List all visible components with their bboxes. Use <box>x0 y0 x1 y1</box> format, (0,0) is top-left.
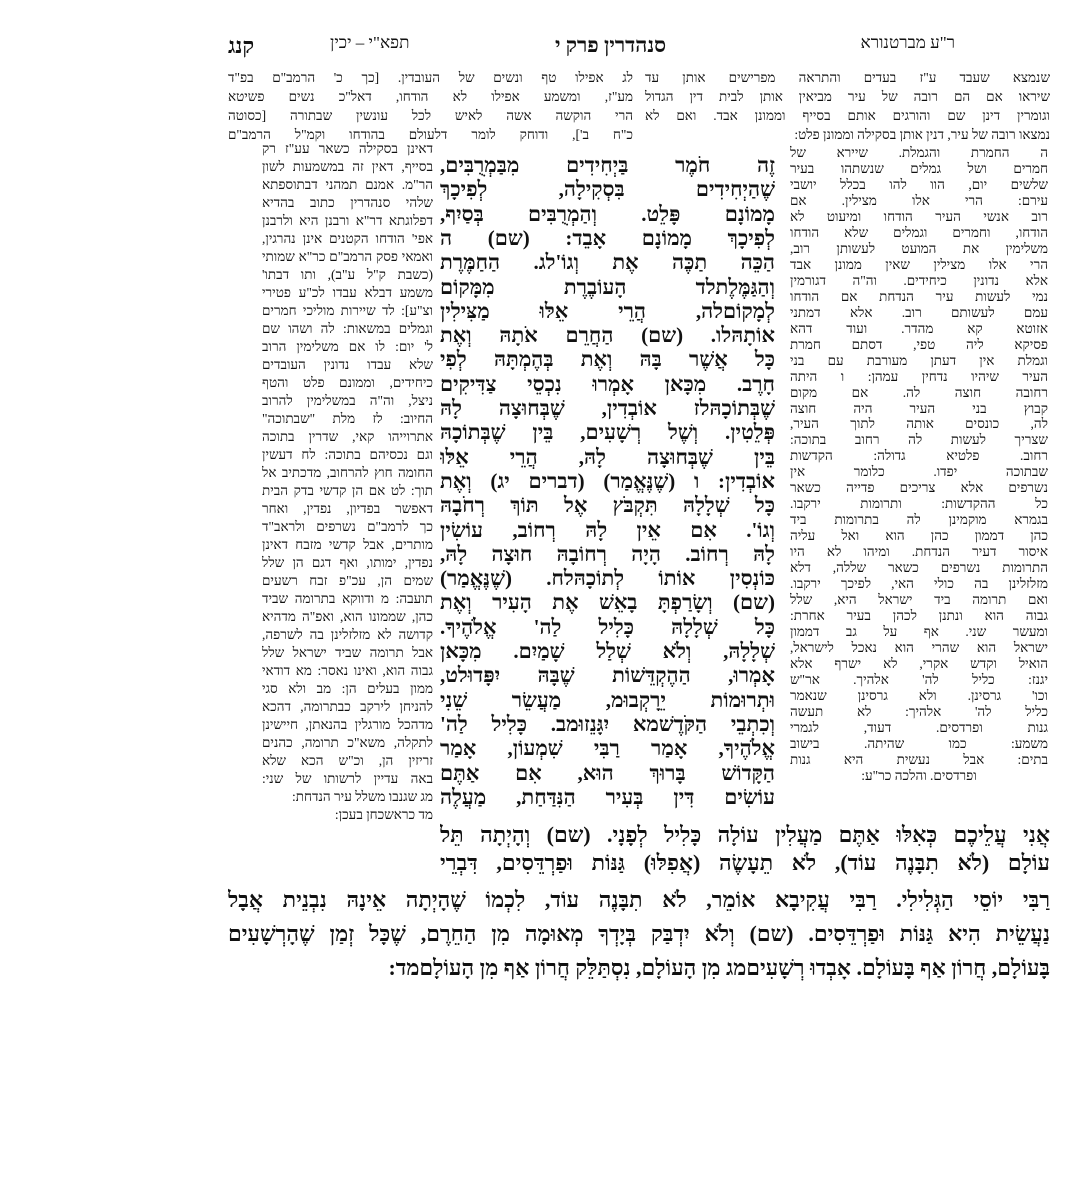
tiferet-line: זריזין הן, וכ"ש הכא שלא <box>262 753 433 768</box>
mishnah-line: וְגוֹ'. אִם אֵין לָהּ רְחוֹב, עוֹשִׂין <box>440 517 775 542</box>
mishnah-line: הַכֵּה תַכֶּה אֶת וְגוֹ'לג. הַחַמֶּרֶת <box>440 250 775 275</box>
bartenura-line: כליל לה' אלהיך: לא תעשה <box>790 703 1048 719</box>
bartenura-line: נמי לעשות עיר הנדחת אם הודחו <box>790 288 1048 304</box>
tiferet-line: מדהכל מורגלין בהנאתן, חיישינן <box>262 717 433 732</box>
bartenura-line: הרי אלו מצילין שאין ממונן אבד <box>790 256 1048 272</box>
bartenura-line: אלא נדונין כיחידים. וה"ה דגורמין <box>790 272 1048 288</box>
mishnah-line: שֶׁהַיְחִידִים בִּסְקִילָה, לְפִיכָךְ <box>440 177 775 202</box>
tiferet-line: משמע דבלא עבדו לכ"ע פטירי <box>262 285 433 300</box>
tiferet-line: החומה חוץ להרחוב, מדכתיב אל <box>262 465 433 480</box>
tiferet-line: בסייף, דאין זה במשמעות לשון <box>262 159 433 174</box>
tiferet-line: מד כראשכחן בעכן: <box>334 807 433 822</box>
bartenura-line: רחוב. פלטיא גדולה: הקדשות <box>790 448 1048 464</box>
tiferet-line: דאפשר בפדיון, נפדין, ואחר <box>262 501 433 516</box>
bartenura-line: ופרדסים. והלכה כר"ע: <box>861 767 977 783</box>
tiferet-line: תועבה: מ ודווקא בתרומה שביד <box>262 591 433 606</box>
tiferet-line: אפי' הודחו הקטנים אינן נהרגין, <box>262 231 433 246</box>
mishnah-line: מָמוֹנָם פָּלֵט. וְהַמְרֻבִּים בְּסַיִף, <box>440 201 775 226</box>
tiferet-line: וגם נכסיהם בתוכה: לח דעשין <box>262 447 433 462</box>
mishnah-line: וּתְרוּמוֹת יֵרָקְבוּמ, מַעֲשֵׂר שֵׁנִי <box>440 687 775 712</box>
tiferet-line: מע"ז, ומשמע אפילו לא הודחו, דאל"כ נשים פשיטא <box>228 89 633 104</box>
tiferet-line: ל' יום: לו אם משלימין הרוב <box>262 339 433 354</box>
bartenura-line: שצריך לעשות לה רחוב בתוכה: <box>790 432 1048 448</box>
tractate-chapter-title: סנהדרין פרק י <box>555 33 667 57</box>
bartenura-line: שלשים יום, הוו להו בכלל יושבי <box>790 176 1048 192</box>
tiferet-line: מותרים, אבל קדשי מזבח דאינן <box>262 537 433 552</box>
mishnah-line: וְהַגַּמֶּלֶתלד הָעוֹבֶרֶת מִמָּקוֹם <box>440 274 775 299</box>
bartenura-line: גנות ופרדסים. דעוד, לגמרי <box>790 719 1048 735</box>
bartenura-line: נשרפים אלא צריכים פדייה כשאר <box>790 480 1048 496</box>
mishnah-line: זֶה חֹמֶר בַּיְחִידִים מִבַּמְרֻבִּים, <box>440 153 775 177</box>
mishnah-line: (שם) וְשָׂרַפְתָּ בָאֵשׁ אֶת הָעִיר וְאֶת <box>440 590 775 615</box>
tiferet-line: וצ"ע]: לד שיירות מוליכי חמרים <box>262 303 433 318</box>
mishnah-line: הַקָּדוֹשׁ בָּרוּךְ הוּא, אִם אַתֶּם <box>440 760 775 785</box>
tiferet-line: לתקלה, משא"כ תרומה, כהנים <box>262 735 433 750</box>
tiferet-line: מג שגנבו משלל עיר הנדחת: <box>292 789 433 804</box>
mishnah-line: לְפִיכָךְ מָמוֹנָם אָבֵד: (שם) ה <box>440 225 775 250</box>
bartenura-line: רחובה חוצה לה. אם מקום <box>790 384 1048 400</box>
tiferet-line: שלהי סנהדרין כתוב בהדיא <box>262 195 433 210</box>
mishnah-line: נַעֲשֵׂית הִיא גַּנּוֹת וּפַרְדֵּסִים. (שם) וְלֹא יִדְבַּק בְּיָדְךָ מְאוּמָה מִן הַחֵרֶם, שֶׁכָּל זְמַן שֶׁהָרְשָׁעִים <box>228 921 1050 946</box>
tiferet-line: אתרוייהו קאי, שדרין בתוכה <box>262 429 433 444</box>
page-number: קנג <box>228 33 255 58</box>
bartenura-line: נמצאו רובה של עיר, דנין אותן בסקילה וממונן פלט: <box>794 127 1050 142</box>
tiferet-line: כהן, שממונו הוא, ואפ"ה מדהיא <box>262 609 433 624</box>
bartenura-line: איסור דעיר הנדחת. ומיהו לא היו <box>790 544 1048 560</box>
mishnah-line: אֱלֹהֶיךָ, אָמַר רַבִּי שִׁמְעוֹן, אָמַר <box>440 736 775 761</box>
mishnah-line: כָּל שְׁלָלָהּ כָּלִיל לַה' אֱלֹהֶיךָ. <box>440 614 775 639</box>
tiferet-line: (כשבת ק"ל ע"ב), ותו דבתו' <box>262 267 433 282</box>
mishnah-line: כּוֹנְסִין אוֹתוֹ לְתוֹכָהּלח. (שֶׁנֶּאֱמַר) <box>440 566 775 591</box>
tiferet-line: ניצל, וה"ה במשלימין להרוב <box>262 393 433 408</box>
mishnah-line: אוֹבְדִין: ו (שֶׁנֶּאֱמַר) (דברים יג) וְאֶת <box>440 468 775 493</box>
bartenura-line: עירם: הרי אלו מצילין. אם <box>790 192 1048 208</box>
mishnah-line: לָהּ רְחוֹב. הָיָה רְחוֹבָהּ חוּצָה לָהּ, <box>440 541 775 566</box>
tiferet-line: הרי הוקשה אשה לאיש לכל עונשין שבתורה [כסוטה <box>228 108 633 123</box>
bartenura-line: בתים: אבל נעשית היא גנות <box>790 751 1048 767</box>
mishnah-line: לְמָקוֹםלה, הֲרֵי אֵלּוּ מַצִּילִין <box>440 298 775 323</box>
mishnah-line: אֲנִי עֲלֵיכֶם כְּאִלּוּ אַתֶּם מַעֲלִין עוֹלָה כָּלִיל לְפָנָי. (שם) וְהָיְתָה תֵּל <box>440 822 1050 847</box>
bartenura-line: וגמלת אין דעתן מעורבת עם בני <box>790 352 1048 368</box>
bartenura-line: התרומות נשרפים כשאר שללה, דלא <box>790 560 1048 576</box>
tiferet-line: באה עדיין לרשותו של שני: <box>262 771 433 786</box>
bartenura-line: פסיקא ליה טפי, דסתם חמרת <box>790 336 1048 352</box>
tiferet-line: תוך: לט אם הן קדשי בדק הבית <box>262 483 433 498</box>
bartenura-line: בגמרא מוקמינן לה בתרומות ביד <box>790 512 1048 528</box>
bartenura-line: ישראל הוא שהרי הוא נאכל לישראל, <box>790 640 1048 656</box>
bartenura-line: שבתוכה יפדו. כלומר אין <box>790 464 1048 480</box>
bartenura-line: גבוה הוא ונתנן לכהן בעיר אחרת: <box>790 608 1048 624</box>
bartenura-line: ה החמרת והגמלת. שיירא של <box>790 145 1048 160</box>
bartenura-line: אזוטא קא מהדר. ועוד דהא <box>790 320 1048 336</box>
mishnah-line: עוֹשִׂים דִּין בְּעִיר הַנִּדַּחַת, מַעֲלֶה <box>440 784 775 809</box>
bartenura-line: שנמצא שעבד ע"ז בעדים והתראה מפרישים אותן עד <box>645 70 1050 85</box>
tiferet-line: להניחן לירקב כבתרומה, דהכא <box>262 699 433 714</box>
mishnah-line: בָּעוֹלָם, חֲרוֹן אַף בָּעוֹלָם. אָבְדוּ רְשָׁעִיםמג מִן הָעוֹלָם, נִסְתַּלֵּק חֲרוֹן אַף מִן הָעוֹלָםמד: <box>388 955 1050 980</box>
mishnah-line: כָּל אֲשֶׁר בָּהּ וְאֶת בְּהֶמְתָּהּ לְפִי <box>440 347 775 372</box>
mishnah-line: עוֹלָם (לֹא תִבָּנֶה עוֹד), לֹא תֵעָשֶׂה (אֲפִלּוּ) גַּנּוֹת וּפַרְדֵּסִים, דִּבְרֵי <box>440 850 1050 875</box>
commentary-title-bartenura: ר"ע מברטנורא <box>860 33 955 52</box>
bartenura-line: ואם תרומה ביד ישראל היא, שלל <box>790 592 1048 608</box>
tiferet-line: כיחידים, וממונם פלט והטף <box>262 375 433 390</box>
bartenura-line: לה, כונסים אותה לתוך העיר, <box>790 416 1048 432</box>
tiferet-line: נפדין, ימותו, ואף דגם הן שלל <box>262 555 433 570</box>
tiferet-line: כך לרמב"ם נשרפים ולראב"ד <box>262 519 433 534</box>
mishnah-line: שְׁלָלָהּ, וְלֹא שְׁלַל שָׁמַיִם. מִכָּאן <box>440 639 775 663</box>
tiferet-line: החיוב: לז מלת "שבתוכה" <box>262 411 433 426</box>
tiferet-line: כ"ח ב'], ודוחק לומר דלעולם בהודחו וקמ"ל הרמב"ם <box>228 127 633 142</box>
bartenura-line: העיר שיהיו נדחין עמהן: ו היתה <box>790 368 1048 384</box>
mishnah-line: וְכִתְבֵי הַקֹּדֶשׁמא יִגָּנֵזוּמב. כָּלִיל לַה' <box>440 711 775 736</box>
mishnah-line: חָרֶב. מִכָּאן אָמְרוּ נִכְסֵי צַדִּיקִים <box>440 371 775 396</box>
tiferet-line: לג אפילו טף ונשים של העובדין. [כך כ' הרמב"ם בפ"ד <box>228 70 633 85</box>
tiferet-line: קדושה לא מזלזלינן בה לשרפה, <box>262 627 433 642</box>
bartenura-line: משמע: כמו שהיתה. בישוב <box>790 735 1048 751</box>
tiferet-line: אבל תרומה שביד ישראל שלל <box>262 645 433 660</box>
mishnah-line: אָמְרוּ, הַהֶקְדֵּשׁוֹת שֶׁבָּהּ יִפָּדוּלט, <box>440 663 775 688</box>
bartenura-line: משלימין את המועט לעשותן רוב, <box>790 240 1048 256</box>
bartenura-line: עמם לעשותם רוב. אלא דמתני <box>790 304 1048 320</box>
tiferet-line: וגמלים במשאות: לה ושהו שם <box>262 321 433 336</box>
mishnah-line: שֶׁבְּתוֹכָהּלז אוֹבְדִין, שֶׁבְּחוּצָה לָהּ <box>440 396 775 420</box>
bartenura-line: רוב אנשי העיר הודחו ומיעוט לא <box>790 208 1048 224</box>
tiferet-line: הר"מ. אמנם תמהני דבתוספתא <box>262 177 433 192</box>
bartenura-line: וכו' גרסינן. ולא גרסינן שנאמר <box>790 687 1048 703</box>
bartenura-line: חמרים ושל גמלים שנשתהו בעיר <box>790 160 1048 176</box>
tiferet-line: גבוה הוא, ואינו נאסר: מא דודאי <box>262 663 433 678</box>
mishnah-line: אוֹתָהּלו. (שם) הַחֲרֵם אֹתָהּ וְאֶת <box>440 323 775 348</box>
mishnah-line: פְּלֵטִין. וְשֶׁל רְשָׁעִים, בֵּין שֶׁבְּתוֹכָהּ <box>440 420 775 445</box>
bartenura-line: שיראו אם הם רובה של עיר מביאין אותן לבית דין הגדול <box>645 89 1050 104</box>
bartenura-line: יגנז: כליל לה' אלהיך. אר"ש <box>790 672 1048 687</box>
mishnah-line: רַבִּי יוֹסֵי הַגְּלִילִי. רַבִּי עֲקִיבָא אוֹמֵר, לֹא תִבָּנֶה עוֹד, לִכְמוֹ שֶׁהָיְתָה אֵינָהּ נִבְנֵית אֲבָל <box>228 887 1050 912</box>
bartenura-line: הודחו, וחמרים וגמלים שלא הודחו <box>790 224 1048 240</box>
commentary-title-tiferet: תפא"י – יכין <box>330 33 410 52</box>
tiferet-line: דפלוגתא דר"א ורבנן היא ולרבנן <box>262 213 433 228</box>
bartenura-line: ומעשר שני. אף על גב דממון <box>790 624 1048 640</box>
bartenura-line: כל ההקדשות: ותרומות ירקבו. <box>790 496 1048 512</box>
tiferet-line: ממון בעלים הן: מב ולא סגי <box>262 681 433 696</box>
bartenura-line: הואיל וקדש אקרי, לא ישרף אלא <box>790 656 1048 672</box>
tiferet-line: שמים הן, עכ"פ זבח רשעים <box>262 573 433 588</box>
bartenura-line: מזלזלינן בה כולי האי, לפיכך ירקבו. <box>790 576 1048 592</box>
mishnah-line: בֵּין שֶׁבְּחוּצָה לָהּ, הֲרֵי אֵלּוּ <box>440 444 775 469</box>
bartenura-line: קבוץ בני העיר היה חוצה <box>790 400 1048 416</box>
tiferet-line: דאינן בסקילה כשאר עע"ז רק <box>262 141 433 156</box>
bartenura-line: כהן דממון כהן הוא ואל עליה <box>790 528 1048 544</box>
tiferet-line: ואמאי פסק הרמב"ם כר"א שמותי <box>262 249 433 264</box>
tiferet-line: שלא עבדו נדונין העובדים <box>262 357 433 372</box>
mishnah-line: כָּל שְׁלָלָהּ תִּקְבֹּץ אֶל תּוֹךְ רְחֹבָהּ <box>440 493 775 518</box>
bartenura-line: וגומרין דינן שם והורגים אותם בסייף וממונן אבד. ואם לא <box>645 108 1050 123</box>
